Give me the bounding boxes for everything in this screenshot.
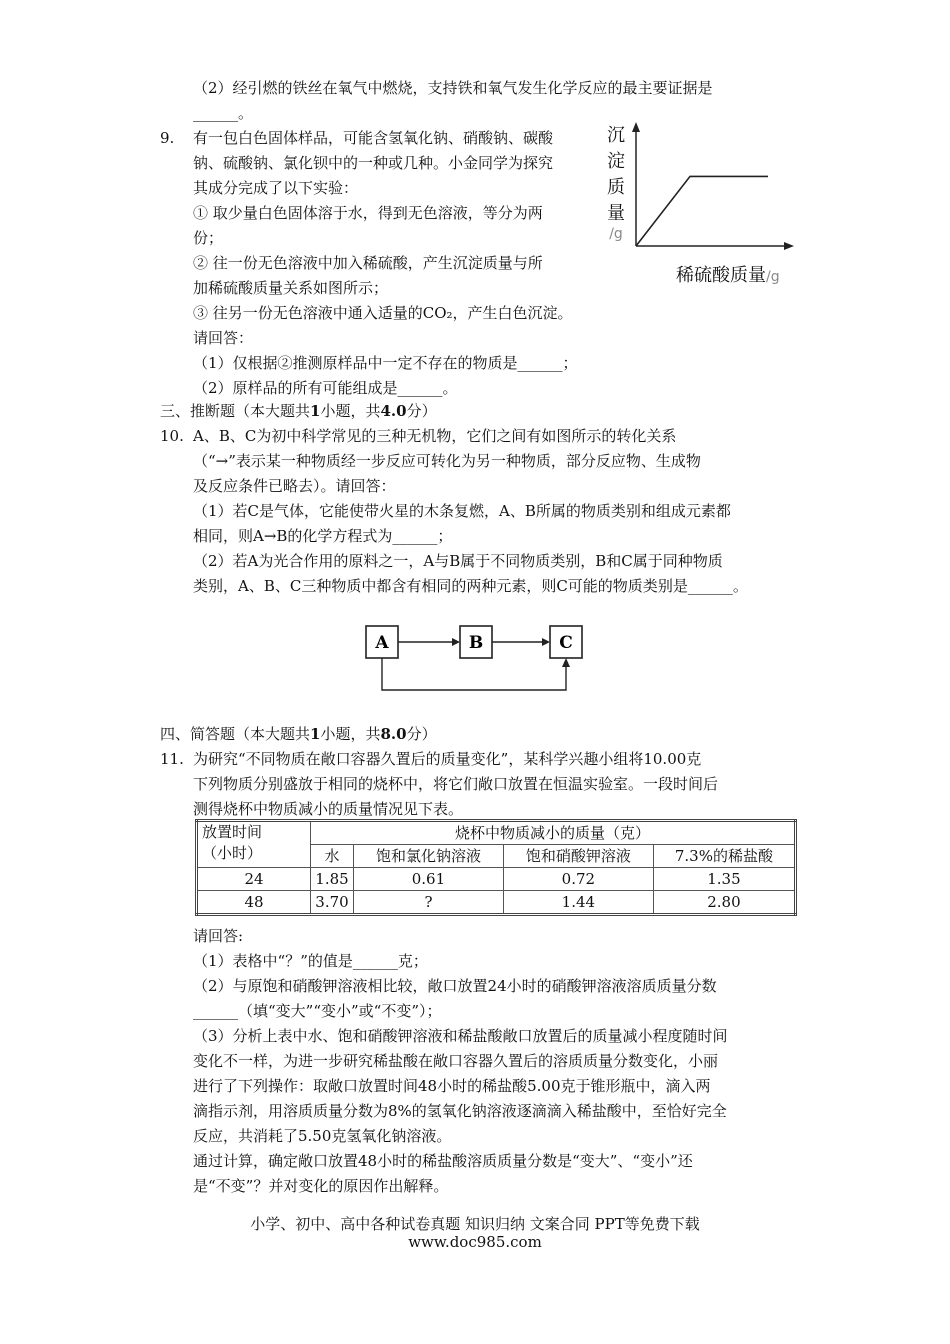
y-label-char: 量 xyxy=(607,203,625,224)
box-c-label: C xyxy=(559,633,573,653)
q9-line: ③ 往另一份无色溶液中通入适量的CO₂，产生白色沉淀。 xyxy=(193,304,573,322)
y-label-char: 淀 xyxy=(607,151,625,172)
q9-line: 份； xyxy=(193,229,224,247)
q9-line: 加稀硫酸质量关系如图所示； xyxy=(193,279,389,297)
y-axis-arrow xyxy=(632,122,640,132)
corner-line-2: （小时） xyxy=(202,844,263,862)
q9-line: （2）原样品的所有可能组成是______。 xyxy=(193,379,458,397)
footer-url: www.doc985.com xyxy=(408,1233,542,1251)
precipitate-chart xyxy=(600,118,800,288)
q8-line-1: （2）经引燃的铁丝在氧气中燃烧，支持铁和氧气发生化学反应的最主要证据是 xyxy=(193,79,713,97)
q9-line: 有一包白色固体样品，可能含氢氧化钠、硝酸钠、碳酸 xyxy=(193,129,554,147)
column-header: 水 xyxy=(311,845,354,868)
chart-plot xyxy=(600,118,800,258)
table-cell: 1.35 xyxy=(653,868,795,891)
column-header: 7.3%的稀盐酸 xyxy=(653,845,795,868)
q11-line: 变化不一样，为进一步研究稀盐酸在敞口容器久置后的溶质质量分数变化，小丽 xyxy=(193,1052,719,1070)
y-label-char: 沉 xyxy=(607,125,625,146)
q11-line: 反应，共消耗了5.50克氢氧化钠溶液。 xyxy=(193,1127,452,1145)
table-cell: 3.70 xyxy=(311,891,354,915)
q9-line: ② 往一份无色溶液中加入稀硫酸，产生沉淀质量与所 xyxy=(193,254,543,272)
q9-number: 9. xyxy=(160,129,175,147)
q10-line: 类别，A、B、C三种物质中都含有相同的两种元素，则C可能的物质类别是______。 xyxy=(193,577,748,595)
column-header: 饱和硝酸钾溶液 xyxy=(503,845,653,868)
box-b-label: B xyxy=(468,633,484,653)
corner-header xyxy=(197,821,311,868)
section-score: 8.0 xyxy=(380,725,407,743)
q11-line: 是“不变”？并对变化的原因作出解释。 xyxy=(193,1177,449,1195)
corner-line-1: 放置时间 xyxy=(202,823,263,841)
q9-line: 其成分完成了以下实验： xyxy=(193,179,359,197)
section-end: 分） xyxy=(406,725,437,743)
section-count: 1 xyxy=(310,402,321,420)
y-label-unit: /g xyxy=(609,226,623,242)
table-row xyxy=(197,891,796,915)
q11-line: （2）与原饱和硝酸钾溶液相比较，敞口放置24小时的硝酸钾溶液溶质质量分数 xyxy=(193,977,717,995)
table-row xyxy=(197,868,796,891)
table-cell: 0.61 xyxy=(354,868,504,891)
q10-line: 相同，则A→B的化学方程式为______； xyxy=(193,527,453,545)
section-count: 1 xyxy=(310,725,321,743)
q10-line: （1）若C是气体，它能使带火星的木条复燃，A、B所属的物质类别和组成元素都 xyxy=(193,502,731,520)
table-cell-time: 24 xyxy=(197,868,311,891)
q9-line: （1）仅根据②推测原样品中一定不存在的物质是______； xyxy=(193,354,578,372)
section-mid: 小题，共 xyxy=(320,725,381,743)
q11-line: 请回答: xyxy=(193,927,244,945)
q9-line: 请回答： xyxy=(193,329,254,347)
section-title: 三、推断题（本大题共 xyxy=(160,402,311,420)
q9-line: ① 取少量白色固体溶于水，得到无色溶液，等分为两 xyxy=(193,204,543,222)
x-axis-label-unit: /g xyxy=(766,269,780,285)
table-cell: 2.80 xyxy=(653,891,795,915)
group-header: 烧杯中物质减小的质量（克） xyxy=(311,821,796,845)
x-axis-label-text: 稀硫酸质量 xyxy=(676,265,766,286)
arrowhead-b-c xyxy=(542,638,550,646)
section-end: 分） xyxy=(406,402,437,420)
q11-line: ______（填“变大”“变小”或“不变”）； xyxy=(193,1002,442,1020)
q8-line-2: ______。 xyxy=(193,104,254,122)
conversion-diagram xyxy=(360,618,600,698)
q10-line: （“→”表示某一种物质经一步反应可转化为另一种物质，部分反应物、生成物 xyxy=(193,452,701,470)
table-cell-time: 48 xyxy=(197,891,311,915)
y-label-char: 质 xyxy=(607,177,625,198)
arrow-a-c xyxy=(382,658,566,690)
section-mid: 小题，共 xyxy=(320,402,381,420)
q11-intro-line: 测得烧杯中物质减小的质量情况见下表。 xyxy=(193,800,464,818)
q10-line: A、B、C为初中科学常见的三种无机物，它们之间有如图所示的转化关系 xyxy=(193,427,677,445)
q11-number: 11. xyxy=(160,750,184,768)
q11-line: 进行了下列操作：取敞口放置时间48小时的稀盐酸5.00克于锥形瓶中，滴入两 xyxy=(193,1077,711,1095)
section-4-heading xyxy=(160,724,437,744)
x-axis-label xyxy=(676,261,780,287)
q10-number: 10. xyxy=(160,427,184,445)
table-cell: 1.44 xyxy=(503,891,653,915)
section-score: 4.0 xyxy=(380,402,407,420)
q11-line: 通过计算，确定敞口放置48小时的稀盐酸溶质质量分数是“变大”、“变小”还 xyxy=(193,1152,693,1170)
section-3-heading xyxy=(160,401,437,421)
x-axis-arrow xyxy=(784,242,794,250)
q11-line: （1）表格中“？”的值是______克； xyxy=(193,952,428,970)
footer-line-1: 小学、初中、高中各种试卷真题 知识归纳 文案合同 PPT等免费下载 xyxy=(250,1215,700,1233)
series-line xyxy=(636,176,768,246)
q11-line: 滴指示剂，用溶质质量分数为8%的氢氧化钠溶液逐滴滴入稀盐酸中，至恰好完全 xyxy=(193,1102,727,1120)
table-cell: 0.72 xyxy=(503,868,653,891)
q10-line: （2）若A为光合作用的原料之一，A与B属于不同物质类别，B和C属于同种物质 xyxy=(193,552,723,570)
arrowhead-a-b xyxy=(452,638,460,646)
mass-loss-table xyxy=(195,819,797,916)
box-a-label: A xyxy=(375,633,389,653)
q9-line: 钠、硫酸钠、氯化钡中的一种或几种。小金同学为探究 xyxy=(193,154,554,172)
table-cell: 1.85 xyxy=(311,868,354,891)
q10-line: 及反应条件已略去）。请回答： xyxy=(193,477,396,495)
q11-intro-line: 下列物质分别盛放于相同的烧杯中，将它们敞口放置在恒温实验室。一段时间后 xyxy=(193,775,719,793)
q11-line: （3）分析上表中水、饱和硝酸钾溶液和稀盐酸敞口放置后的质量减小程度随时间 xyxy=(193,1027,728,1045)
arrowhead-a-c xyxy=(562,658,570,667)
column-header: 饱和氯化钠溶液 xyxy=(354,845,504,868)
table-cell: ? xyxy=(354,891,504,915)
section-title: 四、简答题（本大题共 xyxy=(160,725,311,743)
q11-intro-line: 为研究“不同物质在敞口容器久置后的质量变化”，某科学兴趣小组将10.00克 xyxy=(193,750,702,768)
